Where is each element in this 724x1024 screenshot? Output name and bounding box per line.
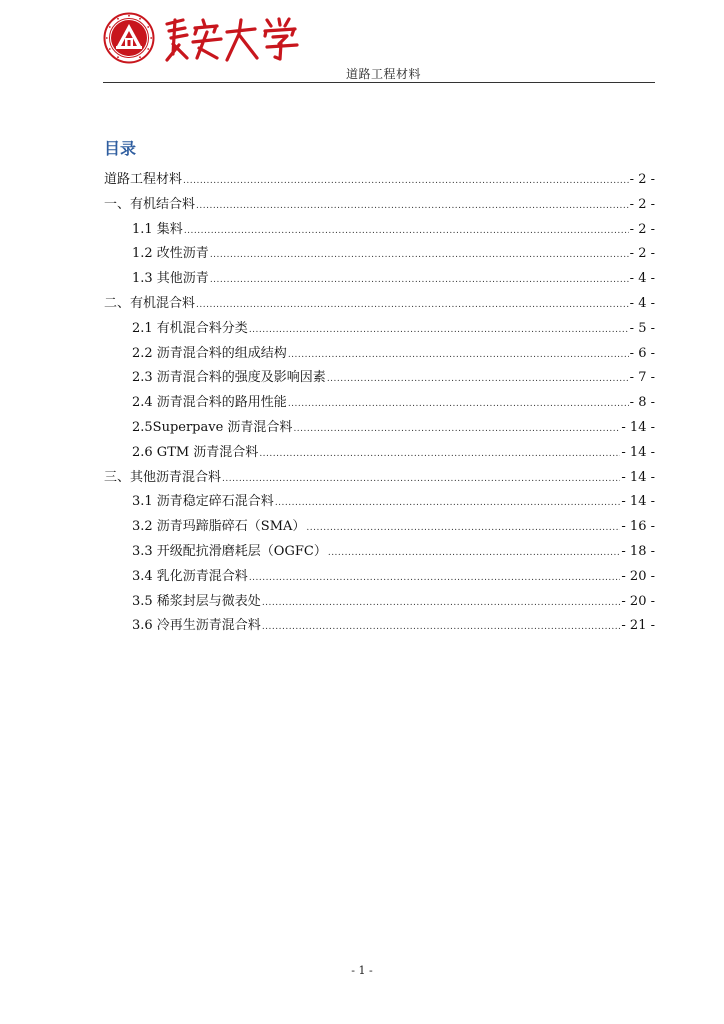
toc-dot-leader (210, 275, 629, 285)
toc-entry-label[interactable]: 1.2 改性沥青 (132, 246, 209, 262)
toc-entry[interactable] (104, 614, 655, 639)
toc-entry-label[interactable]: 3.4 乳化沥青混合料 (132, 568, 248, 584)
toc-dot-leader (184, 226, 629, 236)
toc-entry-label[interactable]: 3.6 冷再生沥青混合料 (132, 618, 261, 634)
toc-entry-page[interactable]: - 14 - (621, 469, 655, 485)
toc-entry-page[interactable]: - 16 - (621, 519, 655, 535)
toc-dot-leader (288, 399, 629, 409)
toc-entry-page[interactable]: - 18 - (621, 543, 655, 559)
toc-dot-leader (275, 498, 621, 508)
toc-entry-label[interactable]: 1.3 其他沥青 (132, 271, 209, 287)
toc-entry-page[interactable]: - 6 - (629, 345, 655, 361)
toc-entry[interactable] (104, 515, 655, 540)
toc-entry-label[interactable]: 1.1 集料 (132, 221, 183, 237)
university-emblem-icon (103, 12, 155, 64)
toc-entry[interactable] (104, 466, 655, 491)
toc-entry[interactable] (104, 317, 655, 342)
toc-dot-leader (327, 374, 629, 384)
toc-entry-page[interactable]: - 4 - (629, 271, 655, 287)
toc-dot-leader (196, 300, 629, 310)
toc-entry-page[interactable]: - 8 - (629, 395, 655, 411)
toc-entry[interactable] (104, 416, 655, 441)
toc-entry-page[interactable]: - 2 - (629, 172, 655, 187)
toc-entry-label[interactable]: 道路工程材料 (104, 172, 183, 187)
toc-heading: 目录 (104, 139, 137, 158)
page-header (103, 10, 655, 84)
toc-dot-leader (328, 548, 621, 558)
toc-dot-leader (262, 622, 621, 632)
toc-entry[interactable] (104, 218, 655, 243)
toc-entry-page[interactable]: - 2 - (629, 221, 655, 237)
toc-entry[interactable] (104, 565, 655, 590)
toc-entry[interactable] (104, 342, 655, 367)
toc-dot-leader (293, 424, 620, 434)
toc-entry-label[interactable]: 2.1 有机混合料分类 (132, 320, 248, 336)
toc-entry-label[interactable]: 2.5Superpave 沥青混合料 (132, 419, 293, 435)
toc-entry-label[interactable]: 2.6 GTM 沥青混合料 (132, 444, 259, 460)
toc-entry-label[interactable]: 三、其他沥青混合料 (104, 469, 222, 485)
page-number: - 1 - (351, 964, 373, 977)
toc-entry-label[interactable]: 一、有机结合料 (104, 196, 196, 212)
toc-dot-leader (210, 250, 629, 260)
toc-dot-leader (306, 523, 620, 533)
toc-entry-page[interactable]: - 20 - (621, 568, 655, 584)
running-header-title: 道路工程材料 (345, 67, 421, 81)
toc-entry-page[interactable]: - 5 - (629, 320, 655, 336)
toc-entry[interactable] (104, 292, 655, 317)
toc-entry[interactable] (104, 168, 655, 193)
toc-entry-label[interactable]: 3.5 稀浆封层与微表处 (132, 593, 261, 609)
table-of-contents (104, 168, 655, 639)
toc-entry[interactable] (104, 242, 655, 267)
toc-entry[interactable] (104, 490, 655, 515)
toc-entry-label[interactable]: 3.2 沥青玛蹄脂碎石（SMA） (132, 519, 306, 535)
toc-entry-page[interactable]: - 4 - (629, 295, 655, 311)
toc-entry[interactable] (104, 366, 655, 391)
toc-entry-label[interactable]: 3.1 沥青稳定碎石混合料 (132, 494, 274, 510)
toc-dot-leader (262, 598, 621, 608)
toc-dot-leader (183, 176, 629, 186)
toc-entry[interactable] (104, 590, 655, 615)
toc-dot-leader (249, 325, 629, 335)
toc-dot-leader (288, 350, 629, 360)
toc-entry[interactable] (104, 441, 655, 466)
toc-dot-leader (196, 201, 629, 211)
toc-entry[interactable] (104, 540, 655, 565)
toc-entry-label[interactable]: 2.3 沥青混合料的强度及影响因素 (132, 370, 326, 386)
toc-entry[interactable] (104, 267, 655, 292)
toc-entry-page[interactable]: - 20 - (621, 593, 655, 609)
toc-entry-page[interactable]: - 14 - (621, 494, 655, 510)
toc-dot-leader (222, 474, 620, 484)
toc-entry-page[interactable]: - 7 - (629, 370, 655, 386)
toc-entry[interactable] (104, 391, 655, 416)
toc-entry[interactable] (104, 193, 655, 218)
toc-entry-label[interactable]: 3.3 开级配抗滑磨耗层（OGFC） (132, 543, 327, 559)
toc-entry-label[interactable]: 2.4 沥青混合料的路用性能 (132, 395, 287, 411)
header-divider (103, 82, 655, 83)
toc-entry-label[interactable]: 二、有机混合料 (104, 295, 196, 311)
toc-dot-leader (259, 449, 620, 459)
toc-entry-page[interactable]: - 14 - (621, 419, 655, 435)
toc-entry-page[interactable]: - 21 - (621, 618, 655, 634)
toc-entry-page[interactable]: - 14 - (621, 444, 655, 460)
toc-entry-label[interactable]: 2.2 沥青混合料的组成结构 (132, 345, 287, 361)
toc-dot-leader (249, 573, 621, 583)
toc-entry-page[interactable]: - 2 - (629, 196, 655, 212)
toc-entry-page[interactable]: - 2 - (629, 246, 655, 262)
university-name-logo (161, 14, 301, 64)
